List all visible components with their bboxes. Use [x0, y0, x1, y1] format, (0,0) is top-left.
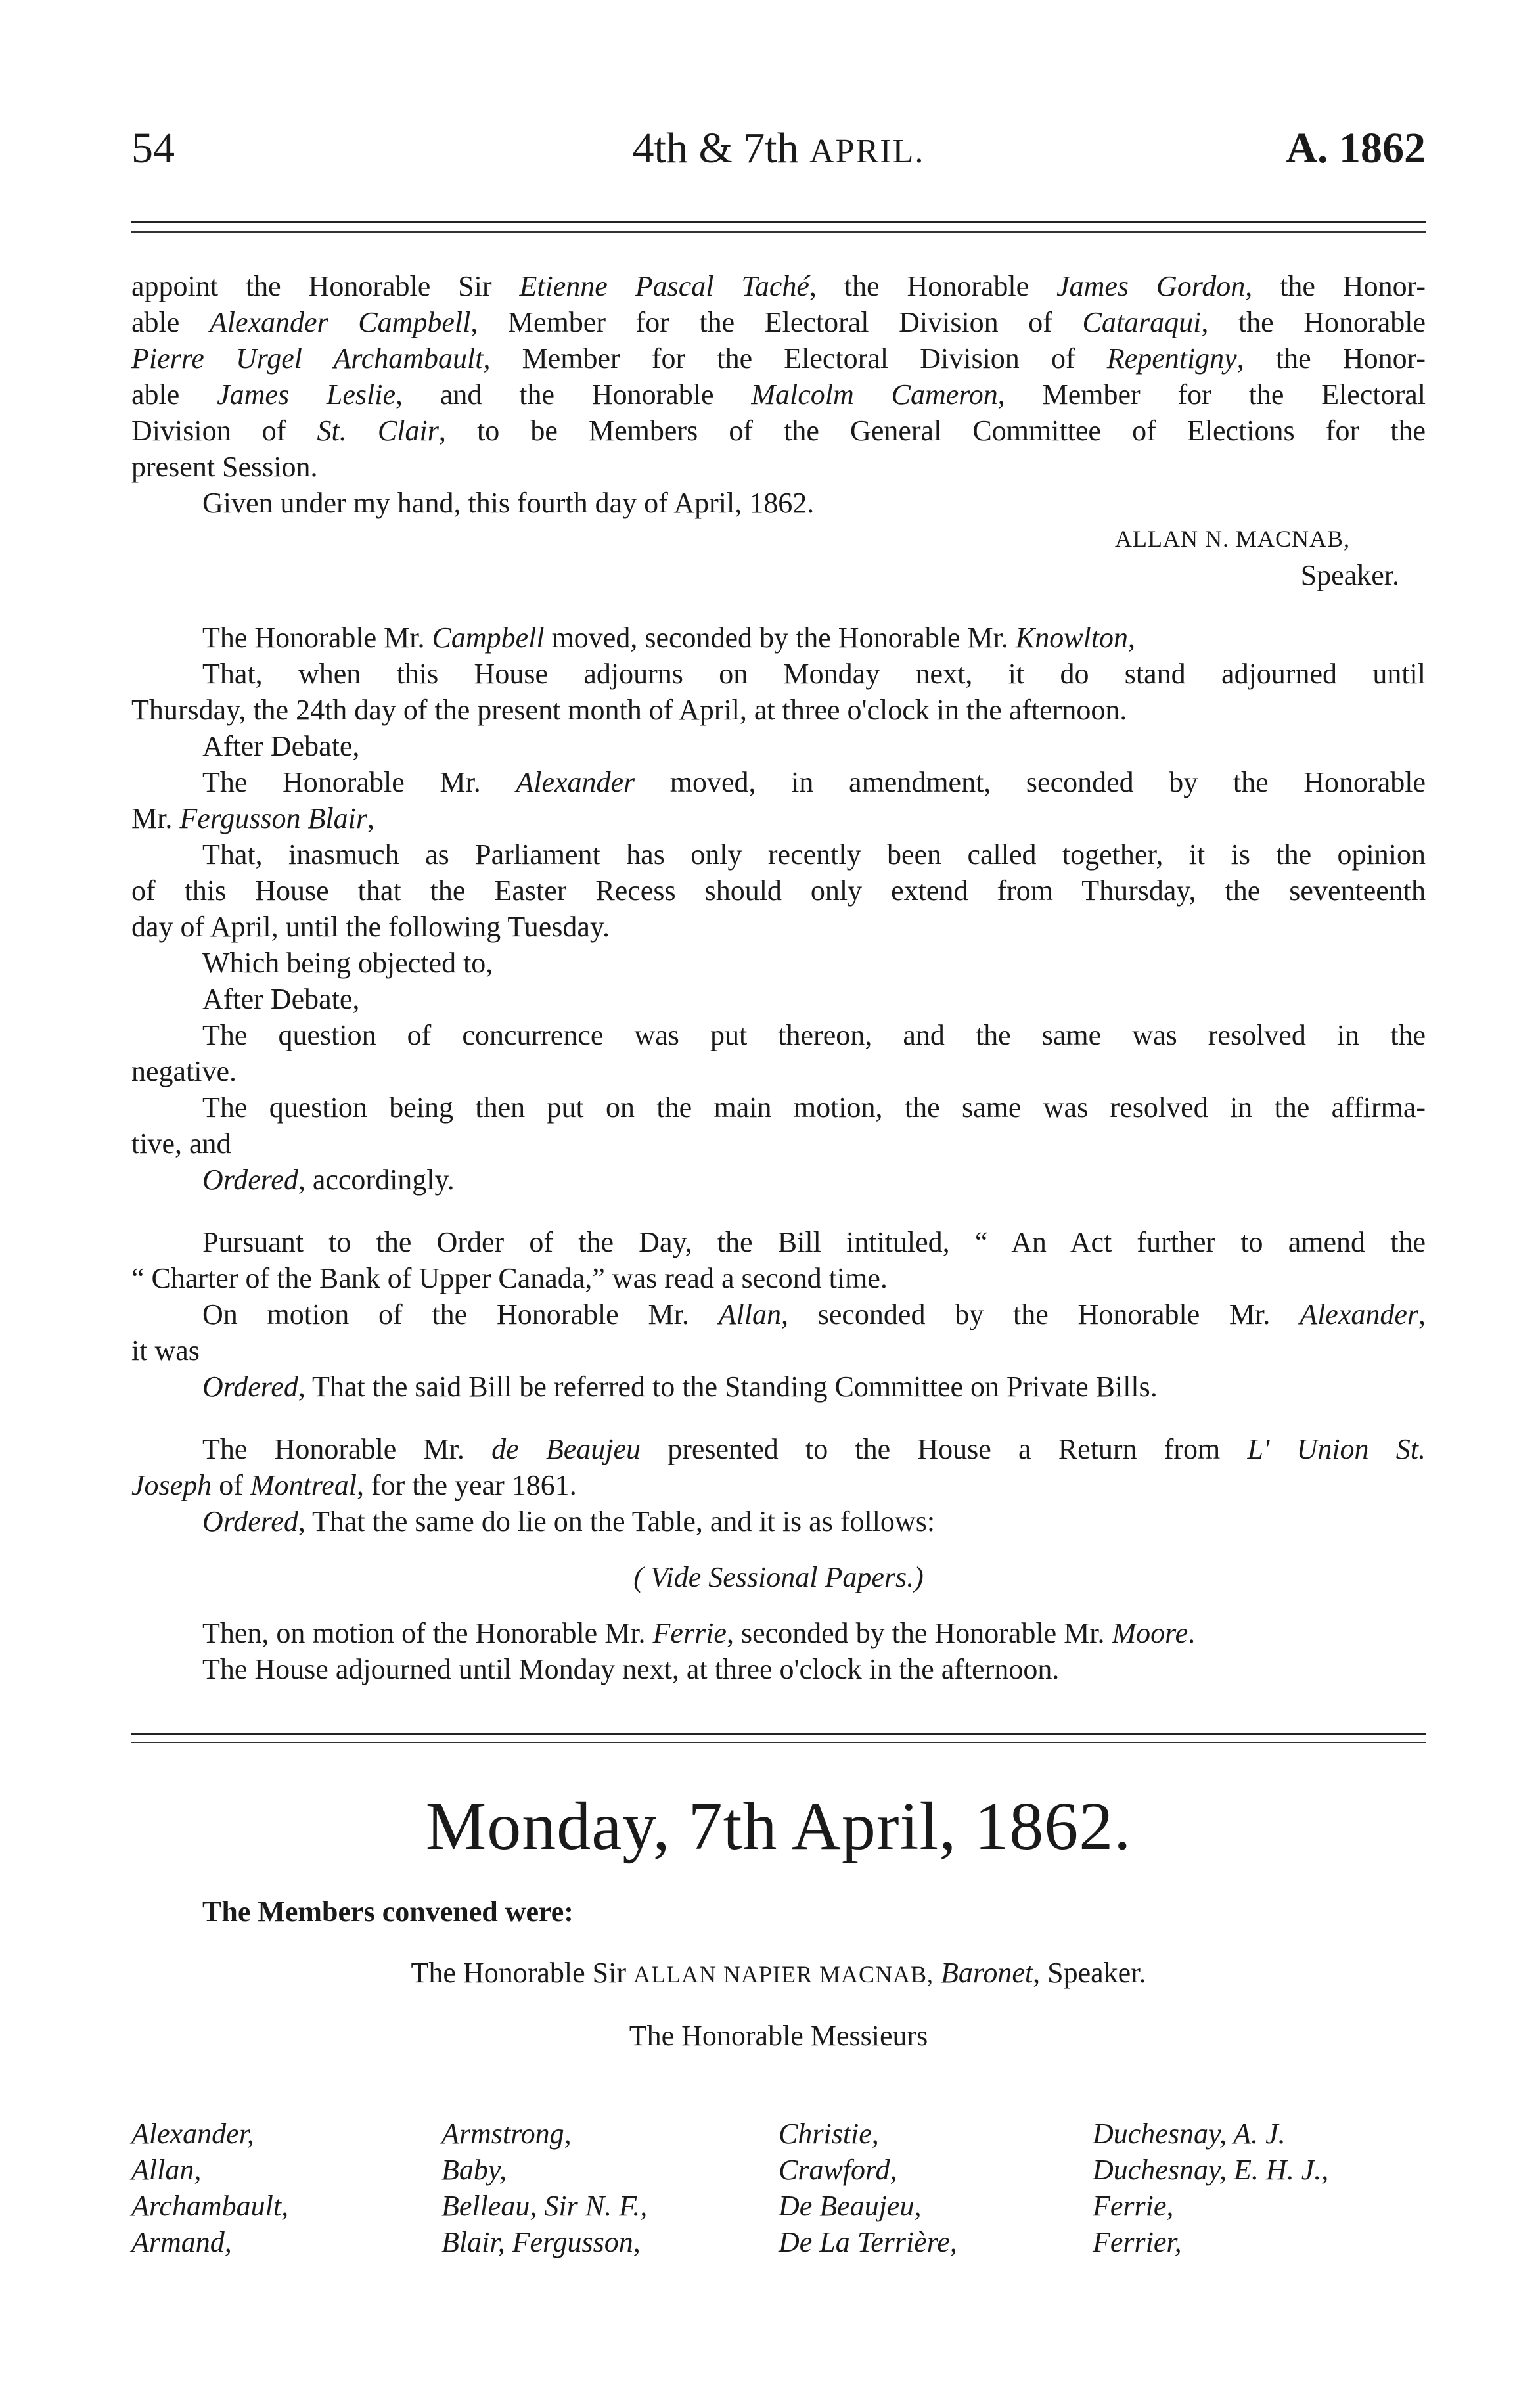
text-run: On motion of the Honorable Mr. — [202, 1298, 719, 1330]
member-name: Armstrong, — [441, 2118, 572, 2150]
text-line — [131, 1651, 1426, 1687]
text-line — [131, 1467, 1426, 1503]
text-run: The Honorable Mr. — [202, 1433, 492, 1465]
text-line — [131, 1296, 1426, 1332]
text-run: presented to the House a Return from — [641, 1433, 1248, 1465]
text-line — [131, 376, 1426, 413]
text-run: Division of — [131, 415, 317, 447]
text-run: , That the same do lie on the Table, and it is as follows: — [298, 1505, 936, 1537]
italic-run: Ordered — [202, 1371, 298, 1403]
running-title — [131, 124, 1426, 173]
speaker-name: ALLAN NAPIER MACNAB, — [633, 1961, 934, 1988]
text-line — [131, 1089, 1426, 1125]
text-run: The Honorable Mr. — [202, 766, 516, 798]
text-run: , and the Honorable — [396, 378, 752, 411]
text-run: Mr. — [131, 802, 180, 834]
text-line: present Session. — [131, 451, 318, 483]
text-run: , Member for the Electoral — [997, 378, 1426, 411]
messieurs-heading: The Honorable Messieurs — [629, 2020, 928, 2052]
spacer — [131, 1595, 1426, 1615]
speaker-line — [131, 1955, 1426, 1993]
text-line — [131, 340, 1426, 376]
text-line — [131, 909, 1426, 945]
running-head — [131, 124, 1426, 183]
text-run: negative. — [131, 1055, 237, 1087]
text-run: The question of concurrence was put thereon, and the same was resolved in the — [202, 1019, 1426, 1051]
text-run: , accordingly. — [298, 1164, 455, 1196]
committee-appointment-end — [131, 485, 1426, 593]
text-body — [131, 268, 1426, 1687]
text-run: , for the year 1861. — [356, 1469, 577, 1501]
day-title: Monday, 7th April, 1862. — [425, 1788, 1132, 1864]
text-run: That, when this House adjourns on Monday next, it do stand adjourned until — [202, 658, 1426, 690]
member-column-2 — [441, 2116, 647, 2260]
member-name: De La Terrière, — [779, 2226, 957, 2258]
member-column-3 — [779, 2116, 957, 2260]
text-run: able — [131, 378, 217, 411]
given-under-hand: Given under my hand, this fourth day of April, 1862. — [202, 487, 815, 519]
member-name: Crawford, — [779, 2154, 897, 2186]
text-line — [131, 1431, 1426, 1467]
member-name: Archambault, — [131, 2190, 289, 2222]
text-line — [131, 692, 1426, 728]
running-title-prefix: 4th & 7th — [632, 124, 810, 172]
text-run: of — [212, 1469, 250, 1501]
italic-run: Malcolm Cameron — [751, 378, 998, 411]
running-year: A. 1862 — [1286, 124, 1426, 172]
text-run: it was — [131, 1334, 200, 1367]
member-name: Alexander, — [131, 2118, 254, 2150]
member-column-4 — [1093, 2116, 1328, 2260]
text-run: , the Honorable — [1201, 306, 1426, 338]
running-title-month: APRIL. — [809, 133, 925, 170]
members-block — [131, 1894, 1426, 2054]
spacer — [131, 1539, 1426, 1559]
text-line — [131, 1332, 1426, 1369]
text-line — [131, 1369, 1426, 1405]
member-name: Allan, — [131, 2154, 202, 2186]
italic-run: Ordered — [202, 1505, 298, 1537]
text-line — [131, 304, 1426, 340]
italic-run: Campbell — [432, 622, 545, 654]
member-name: De Beaujeu, — [779, 2190, 922, 2222]
signature-title: Speaker. — [1300, 559, 1399, 591]
return-presented-section — [131, 1431, 1426, 1539]
text-run: , the Honor- — [1236, 342, 1426, 375]
text-line — [131, 413, 1426, 449]
text-run: day of April, until the following Tuesday. — [131, 911, 610, 943]
text-run: able — [131, 306, 210, 338]
section-rule-bottom — [131, 1742, 1426, 1743]
member-column-1 — [131, 2116, 288, 2260]
italic-run: Etienne Pascal Taché — [519, 270, 809, 302]
text-run: , seconded by the Honorable Mr. — [780, 1298, 1300, 1330]
text-run: Then, on motion of the Honorable Mr. — [202, 1617, 653, 1649]
member-name: Duchesnay, A. J. — [1093, 2118, 1286, 2150]
text-run: After Debate, — [202, 730, 360, 762]
text-line — [131, 656, 1426, 692]
italic-run: James Leslie — [217, 378, 396, 411]
text-line — [131, 728, 1426, 764]
adjournment-motion-section — [131, 620, 1426, 1198]
text-line — [131, 945, 1426, 981]
italic-run: Ordered — [202, 1164, 298, 1196]
text-line — [131, 1615, 1426, 1651]
text-run: Thursday, the 24th day of the present month of April, at three o'clock in the afternoon. — [131, 694, 1127, 726]
text-run: , That the said Bill be referred to the Standing Committee on Private Bills. — [298, 1371, 1158, 1403]
text-line — [131, 1260, 1426, 1296]
text-run: moved, in amendment, seconded by the Honorable — [635, 766, 1426, 798]
text-run: , — [1418, 1298, 1426, 1330]
speaker-line-prefix: The Honorable Sir — [411, 1957, 634, 1989]
text-line — [131, 764, 1426, 800]
italic-run: de Beaujeu — [491, 1433, 641, 1465]
committee-appointment-section — [131, 268, 1426, 485]
signature-name: ALLAN N. MACNAB, — [1115, 526, 1350, 552]
text-line — [131, 1053, 1426, 1089]
italic-run: Alexander — [1300, 1298, 1418, 1330]
spacer — [131, 593, 1426, 620]
text-run: , seconded by the Honorable Mr. — [726, 1617, 1112, 1649]
text-run: “ Charter of the Bank of Upper Canada,” was read a second time. — [131, 1262, 888, 1294]
italic-run: St. Clair — [317, 415, 439, 447]
speaker-suffix: , Speaker. — [1033, 1957, 1146, 1989]
text-run: ap — [131, 270, 159, 302]
member-name: Ferrie, — [1093, 2190, 1174, 2222]
text-run: That, inasmuch as Parliament has only recently been called together, it is the opinion — [202, 838, 1426, 871]
house-adjourned-section — [131, 1615, 1426, 1687]
italic-run: Ferrie — [652, 1617, 727, 1649]
member-name: Ferrier, — [1093, 2226, 1182, 2258]
text-run: Pursuant to the Order of the Day, the Bill intituled, “ An Act further to amend the — [202, 1226, 1426, 1258]
italic-run: James Gordon — [1056, 270, 1246, 302]
text-run: of this House that the Easter Recess should only extend from Thursday, the seventeenth — [131, 875, 1426, 907]
bill-second-reading-section — [131, 1224, 1426, 1405]
vide-sessional-papers: ( Vide Sessional Papers.) — [633, 1561, 924, 1593]
text-line — [131, 1017, 1426, 1053]
text-line — [131, 981, 1426, 1017]
text-line — [131, 1224, 1426, 1260]
member-name: Blair, Fergusson, — [441, 2226, 641, 2258]
text-run: The House adjourned until Monday next, at three o'clock in the afternoon. — [202, 1653, 1060, 1685]
text-run: , the Honorable — [809, 270, 1057, 302]
section-rule-top — [131, 1733, 1426, 1735]
text-run: The question being then put on the main motion, the same was resolved in the affirma- — [202, 1091, 1426, 1124]
text-run: The Honorable Mr. — [202, 622, 432, 654]
text-run: , — [1128, 622, 1136, 654]
page-number: 54 — [131, 124, 175, 172]
text-line — [131, 873, 1426, 909]
italic-run: Cataraqui — [1082, 306, 1202, 338]
text-line — [131, 836, 1426, 873]
italic-run: Alexander — [516, 766, 635, 798]
text-line — [131, 1162, 1426, 1198]
text-run: tive, and — [131, 1127, 231, 1160]
italic-run: Knowlton — [1015, 622, 1129, 654]
italic-run: Montreal — [250, 1469, 357, 1501]
italic-run: Fergusson Blair — [179, 802, 367, 834]
text-run: Which being objected to, — [202, 947, 493, 979]
header-rule-bottom — [131, 231, 1426, 233]
spacer — [131, 1198, 1426, 1224]
speaker-rank: Baronet — [941, 1957, 1033, 1989]
member-name: Baby, — [441, 2154, 507, 2186]
text-run: , to be Members of the General Committee of Elections for the — [438, 415, 1426, 447]
italic-run: Repentigny — [1106, 342, 1237, 375]
italic-run: L' Union St. — [1247, 1433, 1426, 1465]
italic-run: Allan — [718, 1298, 781, 1330]
text-run: . — [1188, 1617, 1196, 1649]
italic-run: Moore — [1112, 1617, 1188, 1649]
text-line — [131, 268, 1426, 304]
member-name: Christie, — [779, 2118, 879, 2150]
member-name: Belleau, Sir N. F., — [441, 2190, 648, 2222]
spacer — [131, 1405, 1426, 1431]
text-line — [131, 1125, 1426, 1162]
text-run: , — [367, 802, 374, 834]
text-line — [131, 1503, 1426, 1539]
italic-run: Alexander Campbell — [209, 306, 471, 338]
member-name: Duchesnay, E. H. J., — [1093, 2154, 1329, 2186]
members-convened: The Members convened were: — [202, 1896, 574, 1928]
text-line — [131, 620, 1426, 656]
text-line — [131, 800, 1426, 836]
text-run: , Member for the Electoral Division of — [483, 342, 1107, 375]
member-name: Armand, — [131, 2226, 232, 2258]
text-run: , the Honor- — [1245, 270, 1426, 302]
italic-run: Joseph — [131, 1469, 212, 1501]
text-run: moved, seconded by the Honorable Mr. — [544, 622, 1016, 654]
text-run: After Debate, — [202, 983, 360, 1015]
text-run: point the Honorable Sir — [158, 270, 520, 302]
text-run: , Member for the Electoral Division of — [470, 306, 1083, 338]
header-rule-top — [131, 221, 1426, 223]
italic-run: Pierre Urgel Archambault — [131, 342, 484, 375]
